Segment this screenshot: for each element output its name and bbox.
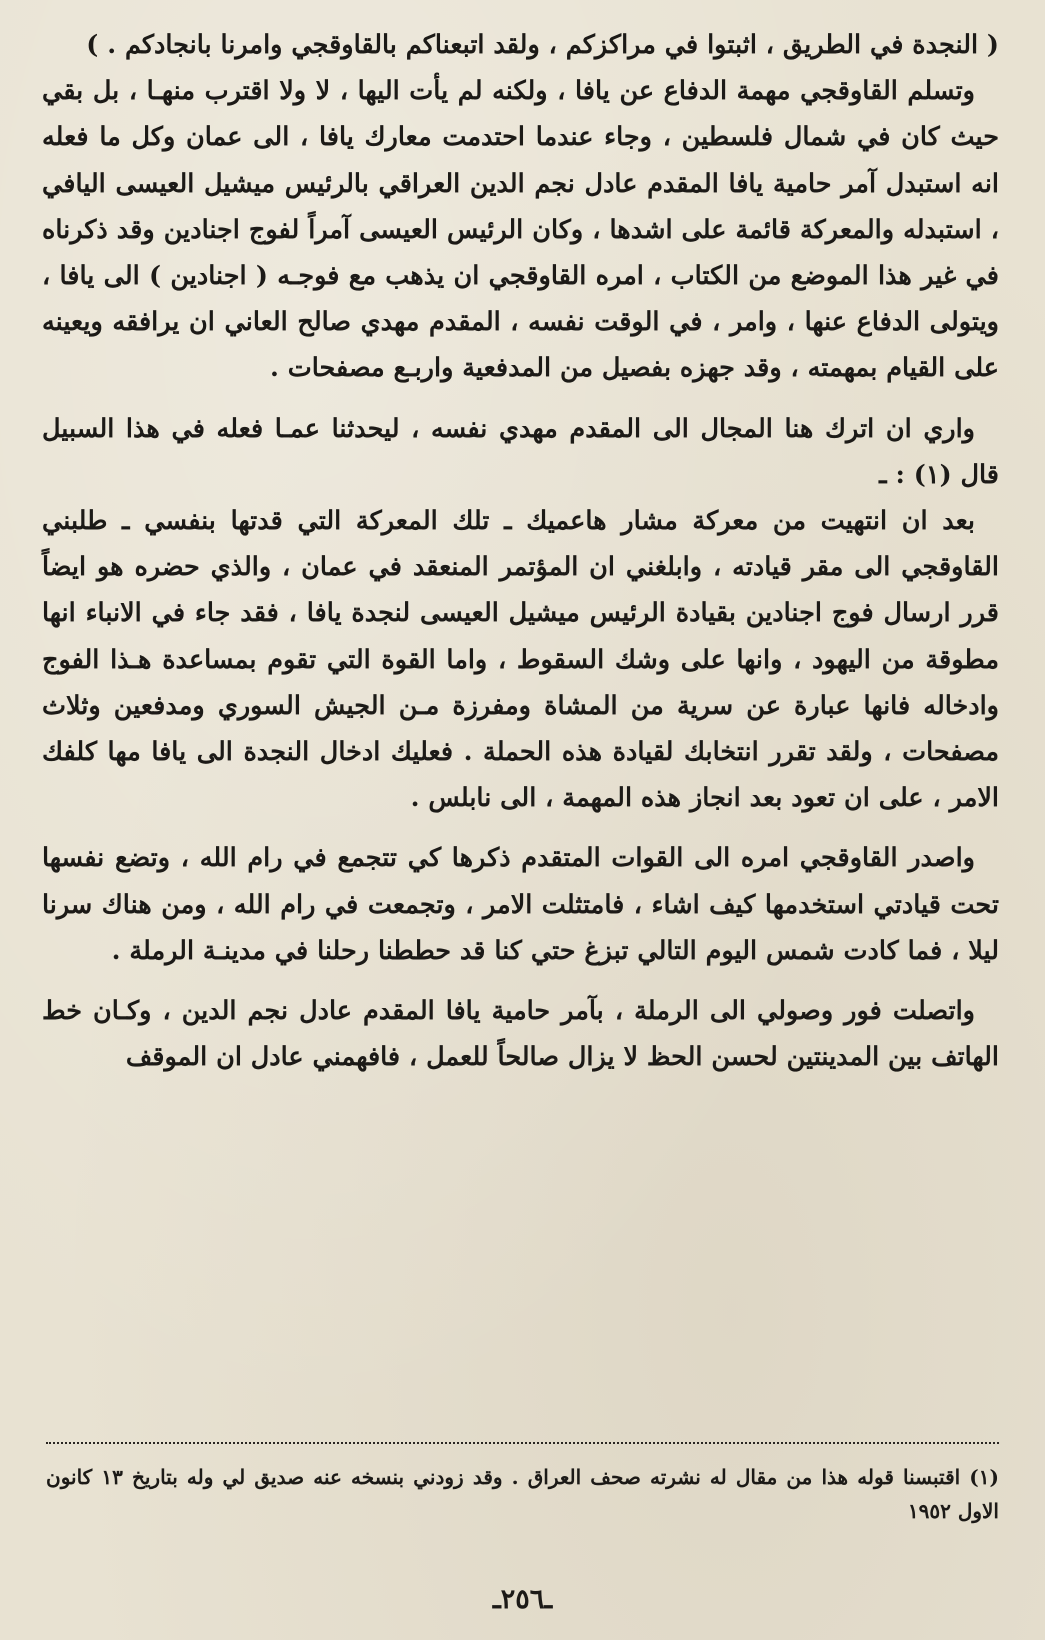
paragraph: وتسلم القاوقجي مهمة الدفاع عن يافا ، ولكنه لم يأت اليها ، لا ولا اقترب منهـا ، بل بقي حيث كان في شمال فلسطين ، وجاء عندما احتدمت معارك يافا ، الى عمان وكل ما فعله انه استبدل آمر حامية يافا المقدم عادل نجم الدين العراقي بالرئيس ميشيل العيسى اليافي ، استبدله والمعركة قائمة على اشدها ، وكان الرئيس العيسى آمراً لفوج اجنادين وقد ذكرناه في غير هذا الموضع من الكتاب ، امره القاوقجي ان يذهب مع فوجـه ( اجنادين ) الى يافا ، ويتولى الدفاع عنها ، وامر ، في الوقت نفسه ، المقدم مهدي صالح العاني ان يرافقه ويعينه على القيام بمهمته ، وقد جهزه بفصيل من المدفعية واربـع مصفحات . — [42, 76, 999, 384]
paragraph: واري ان اترك هنا المجال الى المقدم مهدي نفسه ، ليحدثنا عمـا فعله في هذا السبيل قال (١) : ـ — [42, 413, 999, 490]
paragraph: بعد ان انتهيت من معركة مشار هاعميك ـ تلك المعركة التي قدتها بنفسي ـ طلبني القاوقجي الى مقر قيادته ، وابلغني ان المؤتمر المنعقد في عمان ، والذي حضره هو ايضاً قرر ارسال فوج اجنادين بقيادة الرئيس ميشيل العيسى لنجدة يافا ، فقد جاء في الانباء انها مطوقة من اليهود ، وانها على وشك السقوط ، واما القوة التي تقوم بمساعدة هـذا الفوج وادخاله فانها عبارة عن سرية من المشاة ومفرزة مـن الجيش السوري ومدفعين وثلاث مصفحات ، ولقد تقرر انتخابك لقيادة هذه الحملة . فعليك ادخال النجدة الى يافا مها كلفك الامر ، على ان تعود بعد انجاز هذه المهمة ، الى نابلس . — [42, 506, 999, 814]
footnote: (١) اقتبسنا قوله هذا من مقال له نشرته صحف العراق . وقد زودني بنسخه عنه صديق لي وله بتاريخ ١٣ كانون الاول ١٩٥٢ — [46, 1465, 999, 1523]
main-text — [42, 22, 999, 1080]
paragraph: ( النجدة في الطريق ، اثبتوا في مراكزكم ، ولقد اتبعناكم بالقاوقجي وامرنا بانجادكم . ) — [86, 30, 999, 60]
paragraph: واتصلت فور وصولي الى الرملة ، بآمر حامية يافا المقدم عادل نجم الدين ، وكـان خط الهاتف بين المدينتين لحسن الحظ لا يزال صالحاً للعمل ، فافهمني عادل ان الموقف — [42, 996, 999, 1073]
page-number: ـ٢٥٦ـ — [492, 1584, 553, 1615]
paragraph: واصدر القاوقجي امره الى القوات المتقدم ذكرها كي تتجمع في رام الله ، وتضع نفسها تحت قيادتي استخدمها كيف اشاء ، فامتثلت الامر ، وتجمعت في رام الله ، ومن هناك سرنا ليلا ، فما كادت شمس اليوم التالي تبزغ حتي كنا قد حططنا رحلنا في مدينـة الرملة . — [42, 843, 999, 966]
footnote-divider — [46, 1442, 999, 1444]
